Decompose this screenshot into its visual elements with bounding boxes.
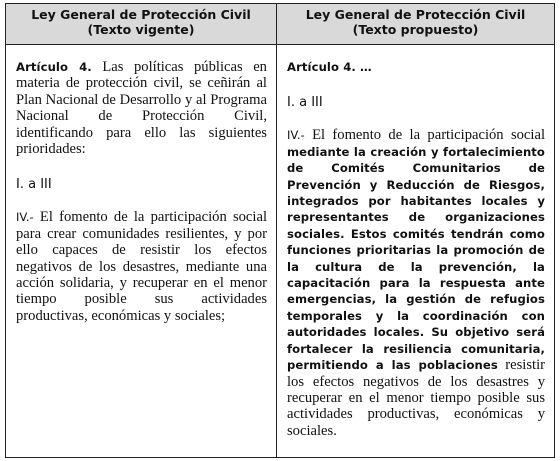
right-fraction-bold: mediante la creación y fortalecimiento de Comités Comunitarios de Prevención y Reducción de Riesgos, integrados por habitantes locales y representantes de organizaciones sociales. Estos comités tendrán como funciones prioritarias la promoción de la cultura de la prevención, la capacitación para la respuesta ante emergencias, la gestión de refugios temporales y la coordinación con autoridades locales. Su objetivo será fortalecer la resiliencia comunitaria, permitiendo a las poblaciones [287,144,545,373]
header-right [277,4,555,45]
left-fraction-paragraph [16,209,267,324]
content-row [6,45,555,458]
header-row [6,4,555,45]
right-fraction-lead: El fomento de la participación social [304,127,545,144]
left-fraction-label: IV.- [16,210,34,225]
left-article-label: Artículo 4. [16,60,92,74]
header-left-title: Ley General de Protección Civil [31,7,251,22]
right-section-range: I. a III [287,95,323,111]
left-article-text: Las políticas públicas en materia de protección civil, se ceñirán al Plan Nacional de Desarrollo y al Programa Nacional de Protección Civil, identificando para ello las siguientes prioridades: [16,59,267,158]
header-right-title: Ley General de Protección Civil [305,7,526,22]
current-text-cell [6,45,277,458]
right-fraction-paragraph [287,127,545,439]
right-fraction-tail: resistir los efectos negativos de los desastres y recuperar en el menor tiempo posible sus actividades productivas, económicas y sociales. [287,357,545,439]
right-fraction-label: IV.- [287,128,305,143]
header-right-subtitle: (Texto propuesto) [352,22,479,37]
left-fraction-text: El fomento de la participación social para crear comunidades resilientes, y por ello capaces de resistir los efectos negativos de los desastres, mediante una acción solidaria, y recuperar en el menor tiempo posible sus actividades productivas, económicas y sociales; [16,209,267,324]
right-article-label: Artículo 4. … [287,60,372,74]
proposed-text-cell [277,45,555,458]
right-article-paragraph [287,59,545,75]
header-left [6,4,277,45]
header-left-subtitle: (Texto vigente) [87,22,195,37]
left-article-paragraph [16,59,267,157]
left-section-range: I. a III [16,177,52,193]
comparison-table [5,3,555,458]
